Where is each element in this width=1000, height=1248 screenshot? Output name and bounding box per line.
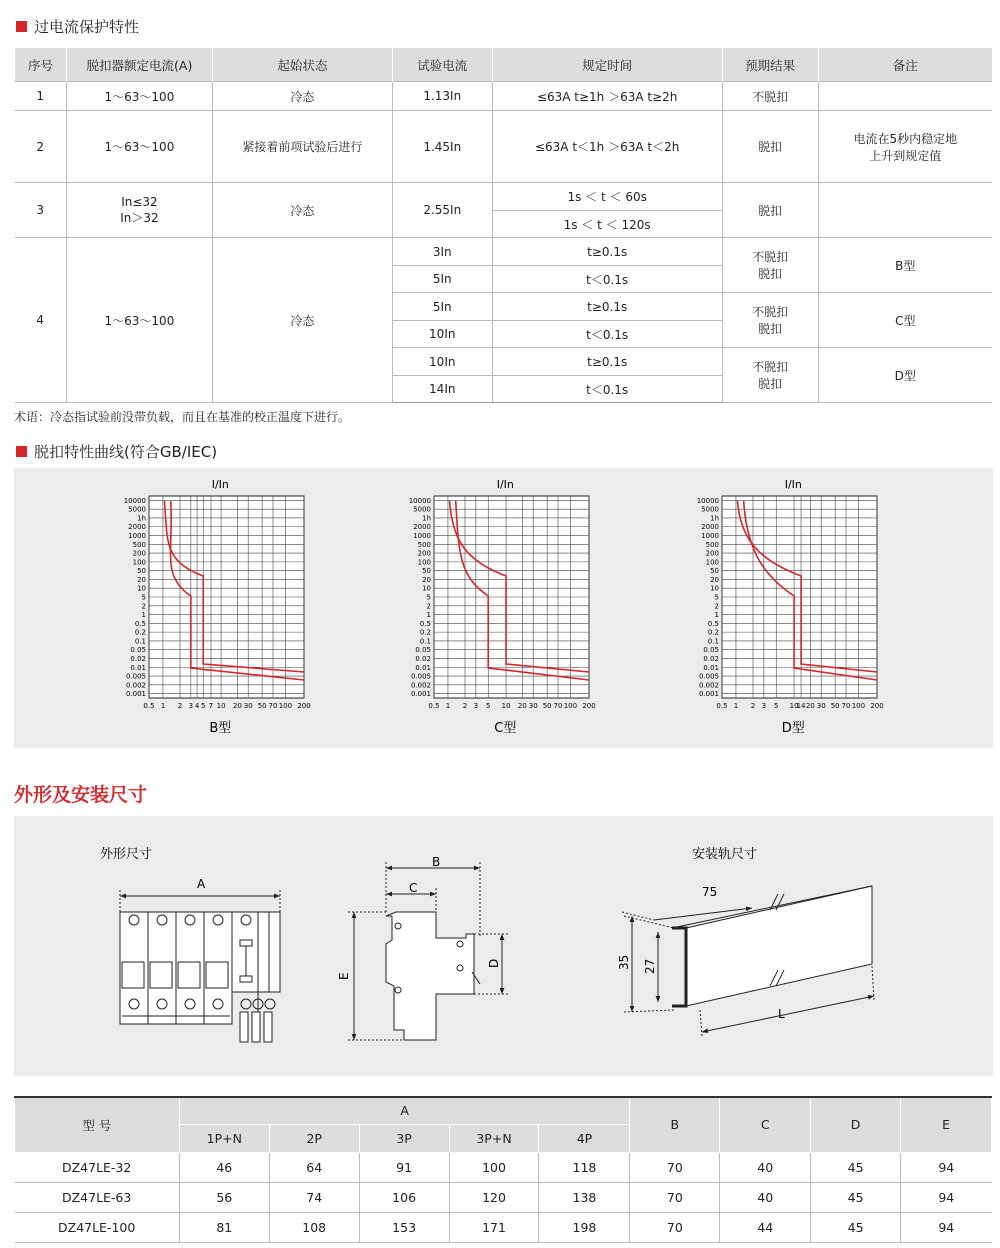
cell: t≥0.1s	[492, 238, 722, 266]
section-heading-trip-curve	[16, 441, 217, 462]
x-tick-label: 30	[528, 702, 538, 710]
cell: 1.13In	[392, 82, 492, 111]
value-cell: 40	[720, 1182, 811, 1212]
table-row	[15, 183, 993, 211]
table-row	[15, 1212, 992, 1242]
x-tick-label: 200	[297, 702, 311, 710]
y-tick-label: 200	[417, 549, 431, 558]
trip-curve-2	[697, 478, 884, 736]
cell	[66, 183, 212, 238]
x-tick-label: 50	[542, 702, 552, 710]
chart-title: I/In	[784, 478, 802, 491]
cell: 1～63～100	[66, 238, 212, 403]
x-tick-label: 1	[160, 702, 166, 710]
x-tick-label: 50	[257, 702, 267, 710]
cell: 脱扣	[722, 183, 818, 238]
dimensions-table	[14, 1096, 992, 1243]
value-cell: 45	[811, 1212, 901, 1242]
rail-dim-35: 35	[617, 954, 631, 970]
x-tick-label: 14	[796, 702, 806, 710]
y-tick-label: 0.2	[707, 628, 719, 637]
x-tick-label: 200	[870, 702, 884, 710]
y-tick-label: 0.05	[415, 646, 431, 655]
y-tick-label: 500	[132, 540, 146, 549]
x-tick-label: 0.5	[428, 702, 440, 710]
x-tick-label: 3	[473, 702, 479, 710]
header-cell: C	[720, 1097, 811, 1152]
overcurrent-table	[14, 48, 992, 403]
y-tick-label: 0.1	[707, 637, 719, 646]
bullet-square-icon	[16, 446, 27, 457]
result-line: 脱扣	[758, 322, 783, 336]
value-cell: 70	[630, 1212, 720, 1242]
cell	[818, 82, 992, 111]
cell: 脱扣	[722, 111, 818, 183]
value-cell: 70	[630, 1182, 720, 1212]
model-cell: DZ47LE-100	[15, 1212, 180, 1242]
y-tick-label: 200	[132, 549, 146, 558]
x-tick-label: 20	[517, 702, 527, 710]
header-cell: E	[901, 1097, 992, 1152]
cell: 5In	[392, 293, 492, 321]
value-cell: 94	[901, 1212, 992, 1242]
x-tick-label: 20	[805, 702, 815, 710]
value-cell: 153	[359, 1212, 449, 1242]
cell: 1	[15, 82, 67, 111]
dim-label-C: C	[409, 881, 418, 895]
chart-type-label: B型	[209, 721, 232, 736]
value-cell: 64	[269, 1152, 359, 1182]
header-cell: 3P+N	[449, 1124, 539, 1152]
table-header-row	[15, 48, 993, 82]
x-tick-label: 100	[563, 702, 578, 710]
header-cell: B	[630, 1097, 720, 1152]
x-tick-label: 70	[553, 702, 563, 710]
header-cell: 序号	[15, 48, 67, 82]
y-tick-label: 0.001	[410, 690, 431, 699]
bullet-square-icon	[16, 21, 27, 32]
y-tick-label: 20	[710, 575, 719, 584]
y-tick-label: 0.05	[130, 646, 146, 655]
cell: t＜0.1s	[492, 376, 722, 403]
y-tick-label: 5	[426, 593, 431, 602]
y-tick-label: 2000	[701, 523, 719, 532]
y-tick-label: 0.5	[134, 619, 146, 628]
y-tick-label: 1h	[710, 514, 719, 523]
y-tick-label: 0.005	[410, 672, 431, 681]
x-tick-label: 5	[774, 702, 779, 710]
value-cell: 56	[179, 1182, 269, 1212]
y-tick-label: 0.001	[698, 690, 719, 699]
result-line: 不脱扣	[752, 305, 789, 319]
y-tick-label: 0.1	[419, 637, 431, 646]
header-cell: 1P+N	[179, 1124, 269, 1152]
value-cell: 40	[720, 1152, 811, 1182]
x-tick-label: 2	[177, 702, 183, 710]
chart-type-label: C型	[494, 721, 517, 736]
front-view-drawing	[120, 890, 280, 1042]
table-row	[15, 238, 993, 266]
value-cell: 138	[539, 1182, 630, 1212]
result-line: 不脱扣	[752, 360, 789, 374]
header-cell: A	[179, 1097, 630, 1124]
din-rail-drawing	[622, 886, 874, 1036]
cell: 4	[15, 238, 67, 403]
x-tick-label: 70	[268, 702, 278, 710]
cell: 3In	[392, 238, 492, 266]
cell: 10In	[392, 321, 492, 348]
x-tick-label: 5	[486, 702, 491, 710]
y-tick-label: 100	[132, 558, 146, 567]
cell	[818, 183, 992, 238]
header-cell: 脱扣器额定电流(A)	[66, 48, 212, 82]
cell: 1s ＜ t ＜ 120s	[492, 211, 722, 238]
y-tick-label: 0.01	[703, 663, 719, 672]
rail-dim-75: 75	[702, 885, 718, 899]
cell: 1～63～100	[66, 111, 212, 183]
section-title: 过电流保护特性	[34, 18, 140, 36]
value-cell: 108	[269, 1212, 359, 1242]
y-tick-label: 1h	[422, 514, 431, 523]
x-tick-label: 10	[789, 702, 799, 710]
header-cell: 试验电流	[392, 48, 492, 82]
y-tick-label: 0.02	[415, 654, 431, 663]
x-tick-label: 100	[851, 702, 866, 710]
table-header-row	[15, 1097, 992, 1124]
x-tick-label: 2	[462, 702, 468, 710]
y-tick-label: 2000	[128, 523, 146, 532]
value-cell: 94	[901, 1182, 992, 1212]
header-cell: 型 号	[15, 1097, 180, 1152]
x-tick-label: 70	[841, 702, 851, 710]
x-tick-label: 0.5	[716, 702, 728, 710]
dimensions-panel	[14, 816, 993, 1076]
y-tick-label: 10000	[408, 496, 431, 505]
y-tick-label: 1000	[413, 532, 431, 541]
rated-line: In＞32	[120, 210, 159, 225]
y-tick-label: 10	[710, 584, 719, 593]
cell: 冷态	[212, 183, 392, 238]
y-tick-label: 0.01	[415, 663, 431, 672]
section-heading-overcurrent	[16, 16, 139, 37]
chart-title: I/In	[496, 478, 514, 491]
model-cell: DZ47LE-63	[15, 1182, 180, 1212]
value-cell: 106	[359, 1182, 449, 1212]
cell: t≥0.1s	[492, 293, 722, 321]
y-tick-label: 200	[705, 549, 719, 558]
y-tick-label: 20	[137, 575, 146, 584]
cell: 1s ＜ t ＜ 60s	[492, 183, 722, 211]
cell: 冷态	[212, 238, 392, 403]
value-cell: 81	[179, 1212, 269, 1242]
header-cell: D	[811, 1097, 901, 1152]
cell: 2	[15, 111, 67, 183]
y-tick-label: 1000	[701, 532, 719, 541]
x-tick-label: 1	[445, 702, 451, 710]
y-tick-label: 0.02	[703, 654, 719, 663]
cell: ≤63A t≥1h ＞63A t≥2h	[492, 82, 722, 111]
y-tick-label: 0.001	[125, 690, 146, 699]
dim-label-B: B	[432, 855, 441, 869]
y-tick-label: 100	[417, 558, 431, 567]
x-tick-label: 1	[733, 702, 739, 710]
y-tick-label: 2	[426, 602, 431, 611]
x-tick-label: 10	[501, 702, 511, 710]
cell: 紧接着前项试验后进行	[212, 111, 392, 183]
header-cell: 备注	[818, 48, 992, 82]
x-tick-label: 4	[194, 702, 200, 710]
result-line: 脱扣	[758, 377, 783, 391]
trip-curve-panel	[14, 468, 993, 748]
y-tick-label: 100	[705, 558, 719, 567]
section-title: 脱扣特性曲线(符合GB/IEC)	[34, 443, 218, 461]
cell: 2.55In	[392, 183, 492, 238]
y-tick-label: 0.002	[410, 681, 431, 690]
terminology-note: 术语：冷态指试验前没带负载，而且在基准的校正温度下进行。	[14, 410, 351, 424]
cell: 14In	[392, 376, 492, 403]
x-tick-label: 100	[278, 702, 293, 710]
header-cell: 规定时间	[492, 48, 722, 82]
x-tick-label: 3	[188, 702, 194, 710]
cell: 1.45In	[392, 111, 492, 183]
rated-line: In≤32	[121, 194, 158, 209]
rail-dim-L: L	[778, 1007, 785, 1021]
chart-type-label: D型	[781, 721, 805, 736]
table-row	[15, 1152, 992, 1182]
y-tick-label: 1000	[128, 532, 146, 541]
x-tick-label: 0.5	[143, 702, 155, 710]
y-tick-label: 500	[417, 540, 431, 549]
value-cell: 70	[630, 1152, 720, 1182]
y-tick-label: 0.002	[698, 681, 719, 690]
cell: t＜0.1s	[492, 266, 722, 293]
y-tick-label: 0.1	[134, 637, 146, 646]
model-cell: DZ47LE-32	[15, 1152, 180, 1182]
value-cell: 198	[539, 1212, 630, 1242]
cell: 3	[15, 183, 67, 238]
y-tick-label: 0.005	[698, 672, 719, 681]
header-cell: 2P	[269, 1124, 359, 1152]
value-cell: 171	[449, 1212, 539, 1242]
y-tick-label: 0.2	[134, 628, 146, 637]
y-tick-label: 5	[141, 593, 146, 602]
cell: D型	[818, 348, 992, 403]
y-tick-label: 1	[141, 611, 146, 620]
x-tick-label: 30	[816, 702, 826, 710]
cell: 冷态	[212, 82, 392, 111]
x-tick-label: 2	[750, 702, 756, 710]
y-tick-label: 1	[714, 611, 719, 620]
y-tick-label: 2	[714, 602, 719, 611]
cell: 不脱扣	[722, 82, 818, 111]
header-cell: 3P	[359, 1124, 449, 1152]
dim-label-E: E	[337, 972, 351, 980]
dimension-drawings	[14, 816, 993, 1076]
dim-label-A: A	[197, 877, 206, 891]
cell: 1～63～100	[66, 82, 212, 111]
y-tick-label: 10000	[696, 496, 719, 505]
y-tick-label: 0.2	[419, 628, 431, 637]
x-tick-label: 50	[830, 702, 840, 710]
y-tick-label: 20	[422, 575, 431, 584]
y-tick-label: 50	[422, 567, 431, 576]
y-tick-label: 1h	[137, 514, 146, 523]
trip-curve-charts	[14, 468, 993, 748]
cell: t＜0.1s	[492, 321, 722, 348]
cell: ≤63A t＜1h ＞63A t＜2h	[492, 111, 722, 183]
rail-dim-27: 27	[643, 958, 657, 974]
value-cell: 118	[539, 1152, 630, 1182]
cell: t≥0.1s	[492, 348, 722, 376]
y-tick-label: 0.02	[130, 654, 146, 663]
y-tick-label: 10	[137, 584, 146, 593]
x-tick-label: 20	[232, 702, 242, 710]
header-cell: 4P	[539, 1124, 630, 1152]
x-tick-label: 5	[201, 702, 206, 710]
x-tick-label: 7	[208, 702, 214, 710]
cell	[722, 348, 818, 403]
y-tick-label: 2	[141, 602, 146, 611]
y-tick-label: 0.005	[125, 672, 146, 681]
cell: 5In	[392, 266, 492, 293]
value-cell: 45	[811, 1182, 901, 1212]
cell: B型	[818, 238, 992, 293]
header-cell: 起始状态	[212, 48, 392, 82]
y-tick-label: 0.5	[707, 619, 719, 628]
trip-curve-0	[124, 478, 311, 736]
result-line: 脱扣	[758, 267, 783, 281]
y-tick-label: 5000	[701, 505, 719, 514]
value-cell: 44	[720, 1212, 811, 1242]
y-tick-label: 50	[710, 567, 719, 576]
y-tick-label: 10000	[123, 496, 146, 505]
cell: C型	[818, 293, 992, 348]
x-tick-label: 200	[582, 702, 596, 710]
y-tick-label: 500	[705, 540, 719, 549]
side-view-drawing	[348, 862, 508, 1040]
chart-title: I/In	[211, 478, 229, 491]
rail-title: 安装轨尺寸	[692, 847, 758, 862]
y-tick-label: 2000	[413, 523, 431, 532]
y-tick-label: 0.5	[419, 619, 431, 628]
value-cell: 120	[449, 1182, 539, 1212]
cell: 10In	[392, 348, 492, 376]
header-cell: 预期结果	[722, 48, 818, 82]
value-cell: 45	[811, 1152, 901, 1182]
y-tick-label: 0.002	[125, 681, 146, 690]
cell	[722, 293, 818, 348]
x-tick-label: 30	[243, 702, 253, 710]
note-line: 电流在5秒内稳定地	[853, 131, 958, 146]
table-row	[15, 82, 993, 111]
value-cell: 100	[449, 1152, 539, 1182]
value-cell: 91	[359, 1152, 449, 1182]
x-tick-label: 3	[761, 702, 767, 710]
table-row	[15, 1182, 992, 1212]
value-cell: 46	[179, 1152, 269, 1182]
table-row	[15, 111, 993, 183]
outline-title: 外形尺寸	[100, 847, 153, 862]
trip-curve-1	[409, 478, 596, 736]
x-tick-label: 10	[216, 702, 226, 710]
y-tick-label: 5	[714, 593, 719, 602]
y-tick-label: 5000	[128, 505, 146, 514]
value-cell: 94	[901, 1152, 992, 1182]
y-tick-label: 0.05	[703, 646, 719, 655]
cell	[818, 111, 992, 183]
note-line: 上升到规定值	[869, 148, 942, 163]
y-tick-label: 50	[137, 567, 146, 576]
value-cell: 74	[269, 1182, 359, 1212]
y-tick-label: 10	[422, 584, 431, 593]
y-tick-label: 0.01	[130, 663, 146, 672]
result-line: 不脱扣	[752, 250, 789, 264]
dim-label-D: D	[487, 958, 501, 968]
y-tick-label: 5000	[413, 505, 431, 514]
cell	[722, 238, 818, 293]
dimensions-title: 外形及安装尺寸	[14, 784, 148, 806]
y-tick-label: 1	[426, 611, 431, 620]
